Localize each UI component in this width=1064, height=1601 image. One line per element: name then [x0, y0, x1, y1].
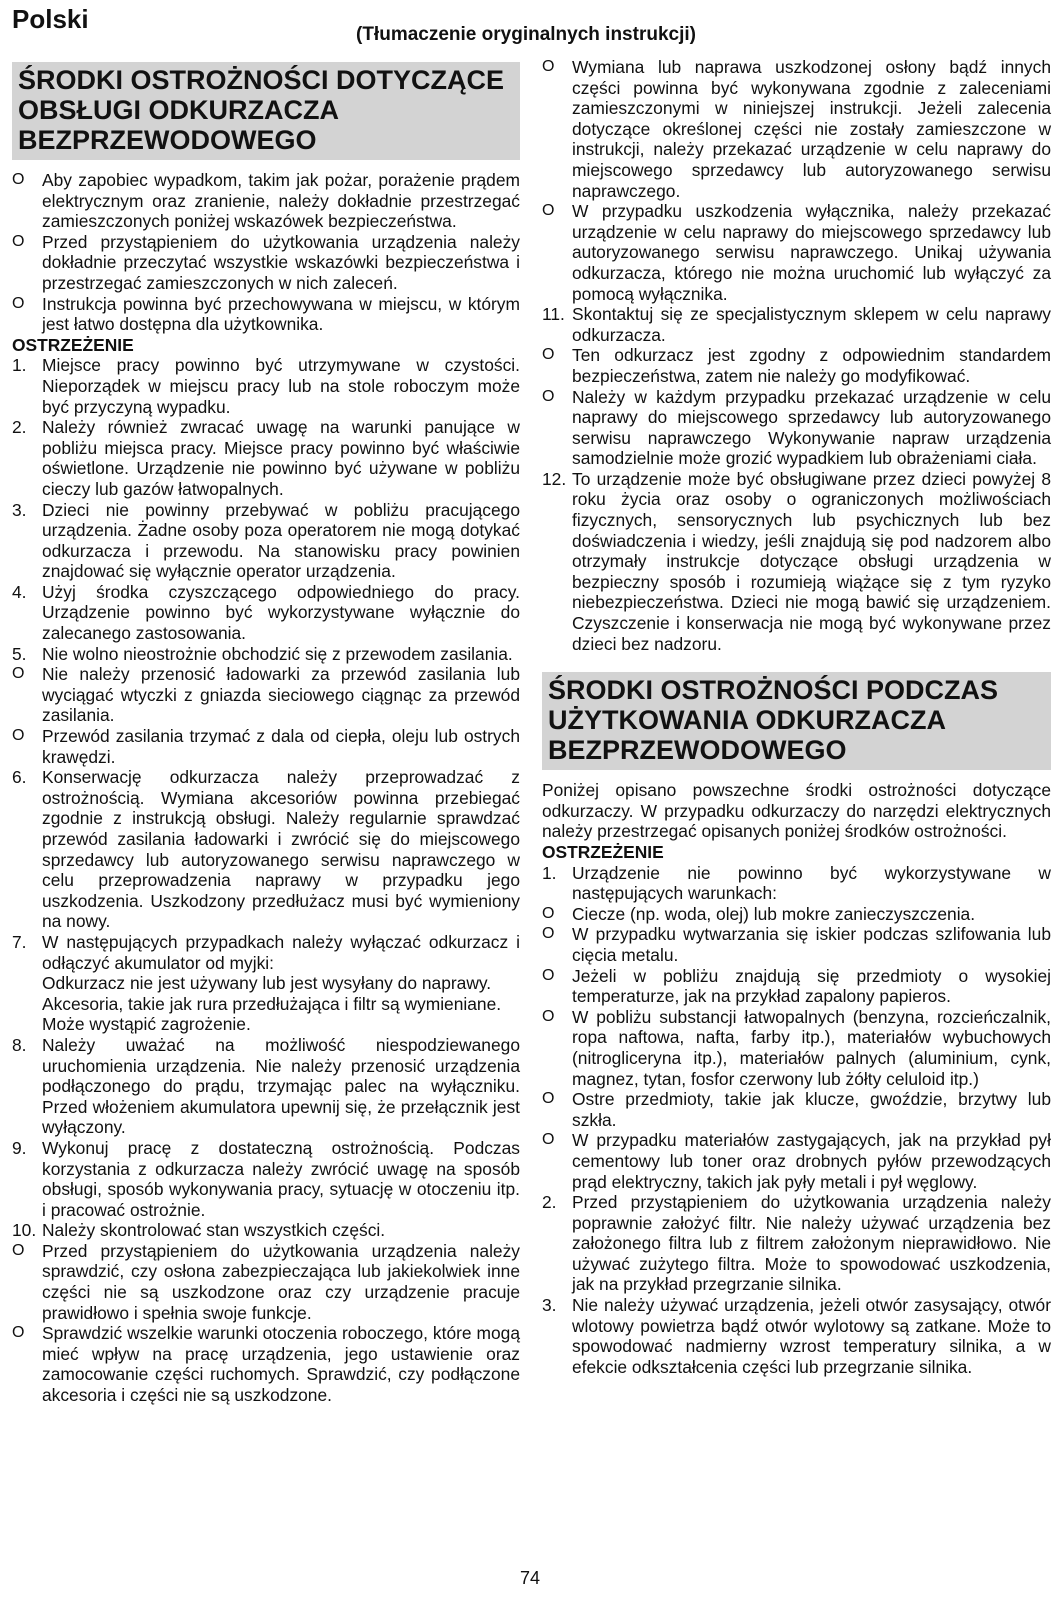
bullet-circle-icon: O	[542, 346, 555, 364]
list-item-text: Przewód zasilania trzymać z dala od ciepła, oleju lub ostrych krawędzi.	[42, 726, 520, 767]
bullet-circle-icon: O	[542, 202, 555, 220]
list-item	[542, 924, 1051, 965]
list-item-text: Sprawdzić wszelkie warunki otoczenia roboczego, które mogą mieć wpływ na pracę urządzenia, jego ustawienie oraz zamocowanie części ruchomych. Sprawdzić, czy podłączone akcesoria i części nie są uszkodzone.	[42, 1323, 520, 1406]
list-item	[12, 1241, 520, 1323]
list-item	[12, 170, 520, 232]
bullet-circle-icon: O	[12, 665, 25, 683]
list-item	[542, 1130, 1051, 1192]
list-item-text: W następujących przypadkach należy wyłączać odkurzacz i odłączyć akumulator od myjki:	[42, 931, 520, 973]
left-blocks	[12, 170, 520, 1406]
list-number: 2.	[12, 417, 27, 438]
page-number: 74	[520, 1568, 541, 1588]
list-number: 4.	[12, 581, 27, 602]
list-item-text: Konserwację odkurzacza należy przeprowadzać z ostrożnością. Wymiana akcesoriów powinna przebiegać zgodnie z instrukcją obsługi. Należy regularnie sprawdzać przewód zasilania ładowarki i zwrócić się do miejscowego sprzedawcy lub autoryzowanego serwisu naprawczego w celu przeprowadzenia naprawy w przypadku jego uszkodzenia. Uszkodzony przedłużacz musi być wymieniony na nowy.	[42, 767, 520, 932]
list-item-text: Aby zapobiec wypadkom, takim jak pożar, porażenie prądem elektrycznym oraz zranienie, należy dokładnie przestrzegać zamieszczonych poniżej wskazówek bezpieczeństwa.	[42, 170, 520, 232]
list-item	[542, 1089, 1051, 1130]
list-number: 10.	[12, 1220, 37, 1241]
list-item-text: Urządzenie nie powinno być wykorzystywane w następujących warunkach:	[572, 862, 1051, 904]
list-item	[542, 966, 1051, 1007]
list-number: 1.	[12, 355, 27, 376]
list-item	[12, 1323, 520, 1405]
bullet-circle-icon: O	[12, 1324, 25, 1342]
list-item-text: W przypadku materiałów zastygających, jak na przykład pył cementowy lub toner oraz drobnych pyłów przewodzących prąd elektryczny, takich jak pyły metali i pył węglowy.	[572, 1130, 1051, 1192]
list-item	[12, 500, 520, 582]
list-item-text: Instrukcja powinna być przechowywana w miejscu, w którym jest łatwo dostępna dla użytkownika.	[42, 293, 520, 335]
list-item-text: Przed przystąpieniem do użytkowania urządzenia należy dokładnie przeczytać wszystkie wskazówki bezpieczeństwa i przestrzegać zamieszczonych w nich zaleceń.	[42, 231, 520, 293]
translation-subtitle: (Tłumaczenie oryginalnych instrukcji)	[356, 24, 696, 45]
list-item-text: Należy uważać na możliwość niespodziewanego uruchomienia urządzenia. Nie należy przenosić urządzenia podłączonego do prądu, trzymając palec na wyłączniku. Przed włożeniem akumulatora upewnij się, że przełącznik jest wyłączony.	[42, 1034, 520, 1138]
bullet-circle-icon: O	[542, 1007, 555, 1025]
section-heading-cordless-safety: ŚRODKI OSTROŻNOŚCI DOTYCZĄCE OBSŁUGI ODKURZACZA BEZPRZEWODOWEGO	[12, 62, 520, 160]
warning-label: OSTRZEŻENIE	[542, 842, 664, 862]
list-number: 12.	[542, 468, 567, 489]
list-item	[542, 57, 1051, 201]
list-number: 11.	[542, 304, 565, 325]
right-bottom-blocks	[542, 863, 1051, 1378]
list-continuation: Odkurzacz nie jest używany lub jest wysyłany do naprawy.	[42, 973, 492, 994]
list-item	[542, 469, 1051, 654]
list-item	[12, 232, 520, 294]
list-item	[542, 201, 1051, 304]
list-item-text: Nie wolno nieostrożnie obchodzić się z przewodem zasilania.	[42, 643, 513, 664]
bullet-circle-icon: O	[12, 232, 25, 250]
list-item-text: W przypadku wytwarzania się iskier podczas szlifowania lub cięcia metalu.	[572, 924, 1051, 965]
list-item	[12, 582, 520, 644]
list-number: 1.	[542, 862, 557, 883]
list-number: 9.	[12, 1137, 27, 1158]
list-number: 3.	[12, 499, 27, 520]
bullet-circle-icon: O	[542, 1131, 555, 1149]
list-item	[12, 664, 520, 726]
bullet-circle-icon: O	[542, 925, 555, 943]
bullet-circle-icon: O	[542, 904, 555, 922]
list-item-text: Ostre przedmioty, takie jak klucze, gwoździe, brzytwy lub szkła.	[572, 1089, 1051, 1130]
list-item-text: Przed przystąpieniem do użytkowania urządzenia należy poprawnie założyć filtr. Nie należy używać urządzenia bez założonego filtra lub z filtrem założonym nieprawidłowo. Nie używać zużytego filtra. Może to spowodować uszkodzenia, jak na przykład przegrzanie silnika.	[572, 1192, 1051, 1295]
list-item	[12, 932, 520, 973]
list-item-text: Jeżeli w pobliżu znajdują się przedmioty o wysokiej temperaturze, jak na przykład zapalony papieros.	[572, 965, 1051, 1007]
bullet-circle-icon: O	[542, 387, 555, 405]
list-item-text: Przed przystąpieniem do użytkowania urządzenia należy sprawdzić, czy osłona zabezpieczająca lub jakiekolwiek inne części nie są uszkodzone oraz czy urządzenie pracuje prawidłowo i spełnia swoje funkcje.	[42, 1240, 520, 1323]
list-number: 7.	[12, 931, 27, 952]
bullet-circle-icon: O	[12, 294, 25, 312]
list-item-text: Należy w każdym przypadku przekazać urządzenie w celu naprawy do miejscowego sprzedawcy lub autoryzowanego serwisu naprawczego Wykonywanie napraw urządzenia samodzielnie może grozić wypadkiem lub obrażeniami ciała.	[572, 386, 1051, 469]
list-item	[12, 1220, 520, 1241]
intro-paragraph: Poniżej opisano powszechne środki ostrożności dotyczące odkurzaczy. W przypadku odkurzaczy do narzędzi elektrycznych należy przestrzegać opisanych poniżej środków ostrożności.	[542, 780, 1051, 842]
list-continuation: Może wystąpić zagrożenie.	[42, 1014, 251, 1035]
list-item	[542, 387, 1051, 469]
list-number: 6.	[12, 767, 27, 788]
list-item	[542, 1192, 1051, 1295]
list-item	[542, 1295, 1051, 1377]
list-item-text: Dzieci nie powinny przebywać w pobliżu pracującego urządzenia. Żadne osoby poza operatorem nie mogą dotykać odkurzacza i przewodu. Na stanowisku pracy powinien znajdować się wyłącznie operator urządzenia.	[42, 499, 520, 582]
list-item	[12, 1138, 520, 1220]
bullet-circle-icon: O	[12, 171, 25, 188]
list-number: 8.	[12, 1034, 27, 1055]
right-column	[542, 57, 1051, 1377]
list-item	[542, 345, 1051, 386]
list-item-text: Nie należy używać urządzenia, jeżeli otwór zasysający, otwór wlotowy powietrza bądź otwór wylotowy są zatkane. Może to spowodować nadmierny wzrost temperatury silnika, a w efekcie odkształcenia części lub przegrzanie silnika.	[572, 1295, 1051, 1377]
list-item	[12, 644, 520, 665]
list-item-text: Należy skontrolować stan wszystkich części.	[42, 1220, 386, 1241]
list-number: 5.	[12, 643, 27, 664]
bullet-circle-icon: O	[542, 1090, 555, 1108]
list-item	[12, 1035, 520, 1138]
list-item	[542, 904, 1051, 925]
list-item-text: Użyj środka czyszczącego odpowiedniego do pracy. Urządzenie powinno być wykorzystywane wyłącznie do zalecanego zastosowania.	[42, 581, 520, 644]
list-item	[12, 726, 520, 767]
left-column	[12, 62, 520, 1406]
list-item	[12, 767, 520, 932]
list-item-text: Skontaktuj się ze specjalistycznym sklepem w celu naprawy odkurzacza.	[572, 304, 1051, 345]
list-item	[12, 417, 520, 499]
list-item-text: W przypadku uszkodzenia wyłącznika, należy przekazać urządzenie w celu naprawy do miejscowego sprzedawcy lub autoryzowanego serwisu naprawczego. Unikaj używania odkurzacza, którego nie można uruchomić lub wyłączyć za pomocą wyłącznika.	[572, 201, 1051, 304]
list-item-text: Ciecze (np. woda, olej) lub mokre zanieczyszczenia.	[572, 903, 976, 924]
list-item-text: W pobliżu substancji łatwopalnych (benzyna, rozcieńczalnik, ropa naftowa, nafta, farby itp.), materiałów wybuchowych (nitrogliceryna itp.), materiałów palnych (aluminium, cynk, magnez, tytan, fosfor czerwony lub żółty celuloid itp.)	[572, 1006, 1051, 1089]
list-item	[12, 294, 520, 335]
list-item	[12, 355, 520, 417]
list-number: 2.	[542, 1192, 557, 1213]
bullet-circle-icon: O	[12, 727, 25, 745]
list-item-text: To urządzenie może być obsługiwane przez dzieci powyżej 8 roku życia oraz osoby o ograniczonych możliwościach fizycznych, sensorycznych lub psychicznych lub bez doświadczenia i wiedzy, jeśli znajdują się pod nadzorem albo otrzymały instrukcje dotyczące obsługi urządzenia w bezpieczny sposób i rozumieją wiążące się z tym ryzyko niebezpieczeństwa. Dzieci nie mogą bawić się urządzeniem. Czyszczenie i konserwacja nie mogą być wykonywane przez dzieci bez nadzoru.	[572, 468, 1051, 654]
bullet-circle-icon: O	[542, 58, 555, 75]
list-item-text: Ten odkurzacz jest zgodny z odpowiednim standardem bezpieczeństwa, zatem nie należy go modyfikować.	[572, 345, 1051, 386]
bullet-circle-icon: O	[12, 1241, 25, 1259]
list-number: 3.	[542, 1295, 557, 1316]
list-continuation: Akcesoria, takie jak rura przedłużająca i filtr są wymieniane.	[42, 993, 502, 1014]
list-item	[542, 863, 1051, 904]
list-item-text: Wykonuj pracę z dostateczną ostrożnością. Podczas korzystania z odkurzacza należy zwrócić uwagę na sposób obsługi, sposób wykonywania pracy, sytuację w otoczeniu itp. i pracować ostrożnie.	[42, 1137, 520, 1220]
bullet-circle-icon: O	[542, 966, 555, 984]
right-top-blocks	[542, 57, 1051, 654]
section-heading-usage-safety: ŚRODKI OSTROŻNOŚCI PODCZAS UŻYTKOWANIA ODKURZACZA BEZPRZEWODOWEGO	[542, 672, 1051, 770]
warning-label: OSTRZEŻENIE	[12, 334, 134, 355]
page-language-label: Polski	[12, 4, 89, 34]
list-item-text: Wymiana lub naprawa uszkodzonej osłony bądź innych części powinna być wykonywana zgodnie z zaleceniami zamieszczonymi w niniejszej instrukcji. Jeżeli zalecenia dotyczące określonej części nie zostały zamieszczone w instrukcji, należy przekazać urządzenie w celu naprawy do miejscowego sprzedawcy lub autoryzowanego serwisu naprawczego.	[572, 57, 1051, 201]
list-item-text: Nie należy przenosić ładowarki za przewód zasilania lub wyciągać wtyczki z gniazda sieciowego ciągnąc za przewód zasilania.	[42, 664, 520, 726]
list-item	[542, 304, 1051, 345]
list-item	[542, 1007, 1051, 1089]
list-item-text: Miejsce pracy powinno być utrzymywane w czystości. Nieporządek w miejscu pracy lub na stole roboczym może być przyczyną wypadku.	[42, 355, 520, 417]
list-item-text: Należy również zwracać uwagę na warunki panujące w pobliżu miejsca pracy. Miejsce pracy powinno być właściwie oświetlone. Urządzenie nie powinno być używane w pobliżu cieczy lub gazów łatwopalnych.	[42, 417, 520, 499]
